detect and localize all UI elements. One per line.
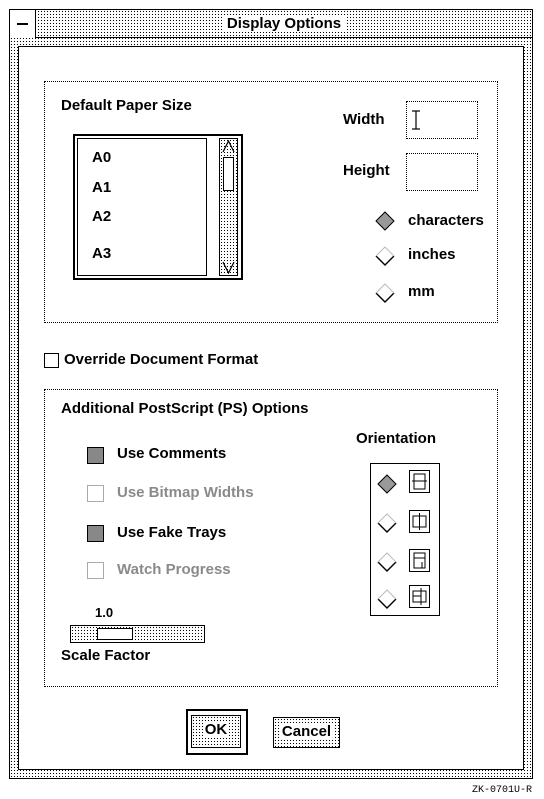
paper-size-list-items[interactable] xyxy=(77,138,207,276)
display-options-window xyxy=(9,9,533,779)
figure-id: ZK-0701U-R xyxy=(471,785,532,796)
default-paper-size-label: Default Paper Size xyxy=(61,97,192,114)
paper-size-list[interactable] xyxy=(73,134,243,280)
height-label: Height xyxy=(343,162,390,179)
radio-diamond-unselected-icon[interactable] xyxy=(374,282,396,304)
override-document-format-checkbox[interactable] xyxy=(44,353,59,368)
orientation-radio-box xyxy=(370,463,440,616)
scale-factor-label: Scale Factor xyxy=(61,647,151,664)
scale-factor-slider[interactable] xyxy=(70,625,205,643)
orientation-label: Orientation xyxy=(356,430,437,447)
title-bar[interactable] xyxy=(10,10,532,38)
unit-mm-label[interactable]: mm xyxy=(408,283,435,300)
list-item[interactable]: A2 xyxy=(92,208,112,225)
portrait-icon[interactable] xyxy=(409,470,430,493)
list-item[interactable]: A3 xyxy=(92,245,112,262)
radio-diamond-selected-icon[interactable] xyxy=(376,473,398,495)
watch-progress-checkbox xyxy=(87,562,104,579)
reverse-portrait-icon[interactable] xyxy=(409,549,430,572)
postscript-options-label: Additional PostScript (PS) Options xyxy=(61,400,309,417)
reverse-landscape-icon[interactable] xyxy=(409,585,430,608)
landscape-icon[interactable] xyxy=(409,510,430,533)
window-menu-icon[interactable] xyxy=(10,10,36,38)
watch-progress-label: Watch Progress xyxy=(117,561,231,578)
radio-diamond-unselected-icon[interactable] xyxy=(376,512,398,534)
use-comments-label[interactable]: Use Comments xyxy=(117,445,227,462)
ok-button[interactable]: OK xyxy=(191,715,241,748)
use-fake-trays-checkbox[interactable] xyxy=(87,525,104,542)
list-item[interactable]: A0 xyxy=(92,149,112,166)
use-fake-trays-label[interactable]: Use Fake Trays xyxy=(117,524,227,541)
scroll-thumb[interactable] xyxy=(223,157,234,191)
width-input[interactable] xyxy=(406,101,478,139)
dialog-content xyxy=(18,46,524,770)
list-item[interactable]: A1 xyxy=(92,179,112,196)
unit-characters-label[interactable]: characters xyxy=(408,212,484,229)
radio-diamond-unselected-icon[interactable] xyxy=(376,551,398,573)
scroll-up-arrow-icon[interactable] xyxy=(222,140,235,153)
slider-thumb[interactable] xyxy=(97,628,133,640)
paper-list-scrollbar[interactable] xyxy=(219,138,238,276)
use-comments-checkbox[interactable] xyxy=(87,447,104,464)
text-cursor-icon xyxy=(411,110,421,130)
radio-diamond-unselected-icon[interactable] xyxy=(376,588,398,610)
use-bitmap-widths-checkbox xyxy=(87,485,104,502)
use-bitmap-widths-label: Use Bitmap Widths xyxy=(117,484,254,501)
window-title: Display Options xyxy=(36,10,532,38)
radio-diamond-unselected-icon[interactable] xyxy=(374,245,396,267)
scale-factor-value: 1.0 xyxy=(95,605,114,620)
unit-inches-label[interactable]: inches xyxy=(408,246,456,263)
width-label: Width xyxy=(343,111,385,128)
override-document-format-label[interactable]: Override Document Format xyxy=(64,351,259,368)
height-input[interactable] xyxy=(406,153,478,191)
scroll-down-arrow-icon[interactable] xyxy=(222,261,235,274)
radio-diamond-selected-icon[interactable] xyxy=(374,210,396,232)
cancel-button[interactable]: Cancel xyxy=(273,717,340,748)
